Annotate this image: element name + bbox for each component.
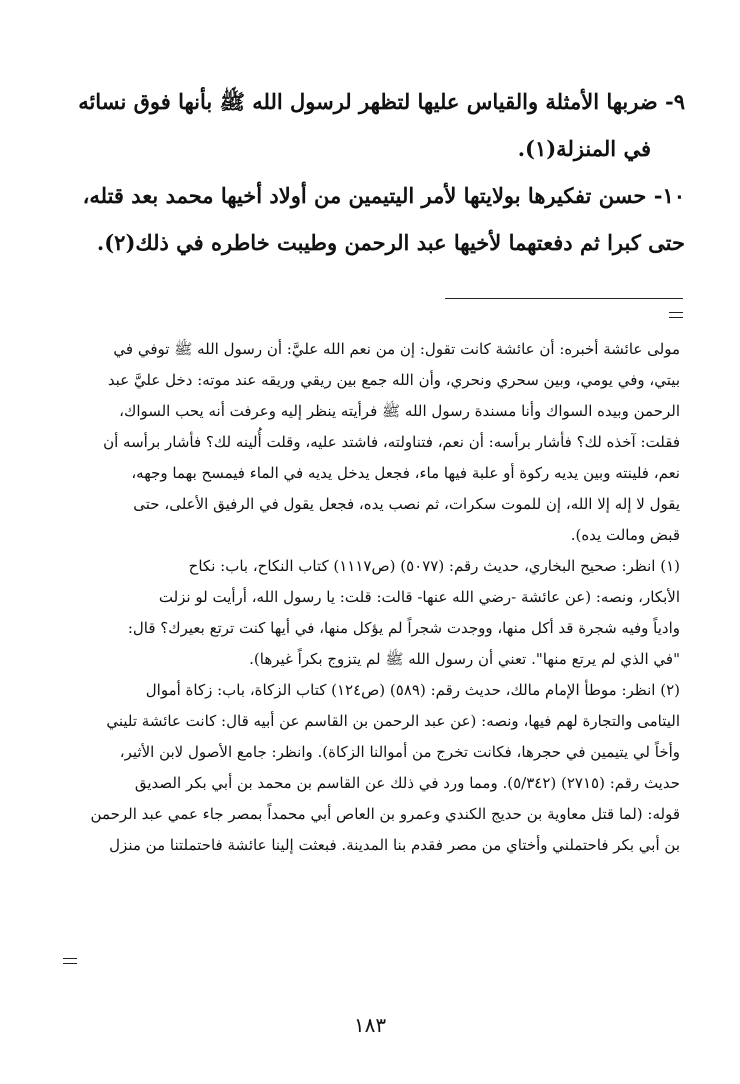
- footnote-2-line: حديث رقم: (٢٧١٥) (٥/٣٤٢). ومما ورد في ذلك عن القاسم بن محمد بن أبي بكر الصديق: [134, 774, 680, 792]
- footnote-1-line: الأبكار، ونصه: (عن عائشة -رضي الله عنها- قالت: قلت: يا رسول الله، أرأيت لو نزلت: [158, 588, 680, 606]
- continuation-marker-bottom: [63, 958, 77, 968]
- item-10-line-2: حتى كبرا ثم دفعتهما لأخيها عبد الرحمن وطيبت خاطره في ذلك(٢).: [96, 230, 685, 255]
- fn-cont-line: قبض ومالت يده).: [570, 526, 680, 544]
- main-text: [60, 78, 685, 266]
- footnote-2-line: وأخاً لي يتيمين في حجرها، فكانت تخرج من أموالنا الزكاة). وانظر: جامع الأصول لابن الأثير،: [119, 743, 680, 761]
- item-10-line-1: ١٠- حسن تفكيرها بولايتها لأمر اليتيمين من أولاد أخيها محمد بعد قتله،: [82, 183, 685, 208]
- footnote-1-line: "في الذي لم يرتع منها". تعني أن رسول الله ﷺ لم يتزوج بكراً غيرها).: [249, 650, 680, 668]
- item-9-line-2: في المنزلة(١).: [517, 136, 651, 161]
- fn-cont-line: مولى عائشة أخبره: أن عائشة كانت تقول: إن من نعم الله عليَّ: أن رسول الله ﷺ توفي في: [113, 340, 680, 358]
- footnote-2-line: بن أبي بكر فاحتملني وأختاي من مصر فقدم بنا المدينة. فبعثت إلينا عائشة فاحتملتنا من منزل: [109, 836, 680, 854]
- fn-cont-line: بيتي، وفي يومي، وبين سحري ونحري، وأن الله جمع بين ريقي وريقه عند موته: دخل عليَّ عبد: [107, 371, 680, 389]
- continuation-marker-top: [669, 312, 683, 322]
- fn-cont-line: الرحمن وبيده السواك وأنا مسندة رسول الله ﷺ فرأيته ينظر إليه وعرفت أنه يحب السواك،: [119, 402, 680, 420]
- footnote-2-line: قوله: (لما قتل معاوية بن حديج الكندي وعمرو بن العاص أبي محمداً بمصر جاء عمي عبد الرحمن: [90, 805, 680, 823]
- footnote-2-line: (٢) انظر: موطأ الإمام مالك، حديث رقم: (٥٨٩) (ص١٢٤) كتاب الزكاة، باب: زكاة أموال: [145, 681, 680, 699]
- fn-cont-line: نعم، فلينته وبين يديه ركوة أو علبة فيها ماء، فجعل يدخل يديه في الماء فيمسح بهما وجهه،: [131, 464, 680, 482]
- footnote-1-line: وادياً وفيه شجرة قد أكل منها، ووجدت شجراً لم يؤكل منها، في أيها كنت ترتع بعيرك؟ قال:: [127, 619, 680, 637]
- page-number: ١٨٣: [353, 1013, 387, 1037]
- fn-cont-line: فقلت: آخذه لك؟ فأشار برأسه: أن نعم، فتناولته، فاشتد عليه، وقلت أُلينه لك؟ فأشار برأسه أن: [103, 433, 680, 451]
- footnote-1-line: (١) انظر: صحيح البخاري، حديث رقم: (٥٠٧٧) (ص١١١٧) كتاب النكاح، باب: نكاح: [188, 557, 680, 575]
- footnotes: [60, 334, 680, 861]
- item-9-line-1: ٩- ضربها الأمثلة والقياس عليها لتظهر لرسول الله ﷺ بأنها فوق نسائه: [78, 89, 685, 114]
- footnote-separator: [445, 298, 683, 299]
- footnote-2-line: اليتامى والتجارة لهم فيها، ونصه: (عن عبد الرحمن بن القاسم عن أبيه قال: كانت عائشة تليني: [106, 712, 680, 730]
- fn-cont-line: يقول لا إله إلا الله، إن للموت سكرات، ثم نصب يده، فجعل يقول في الرفيق الأعلى، حتى: [133, 495, 680, 513]
